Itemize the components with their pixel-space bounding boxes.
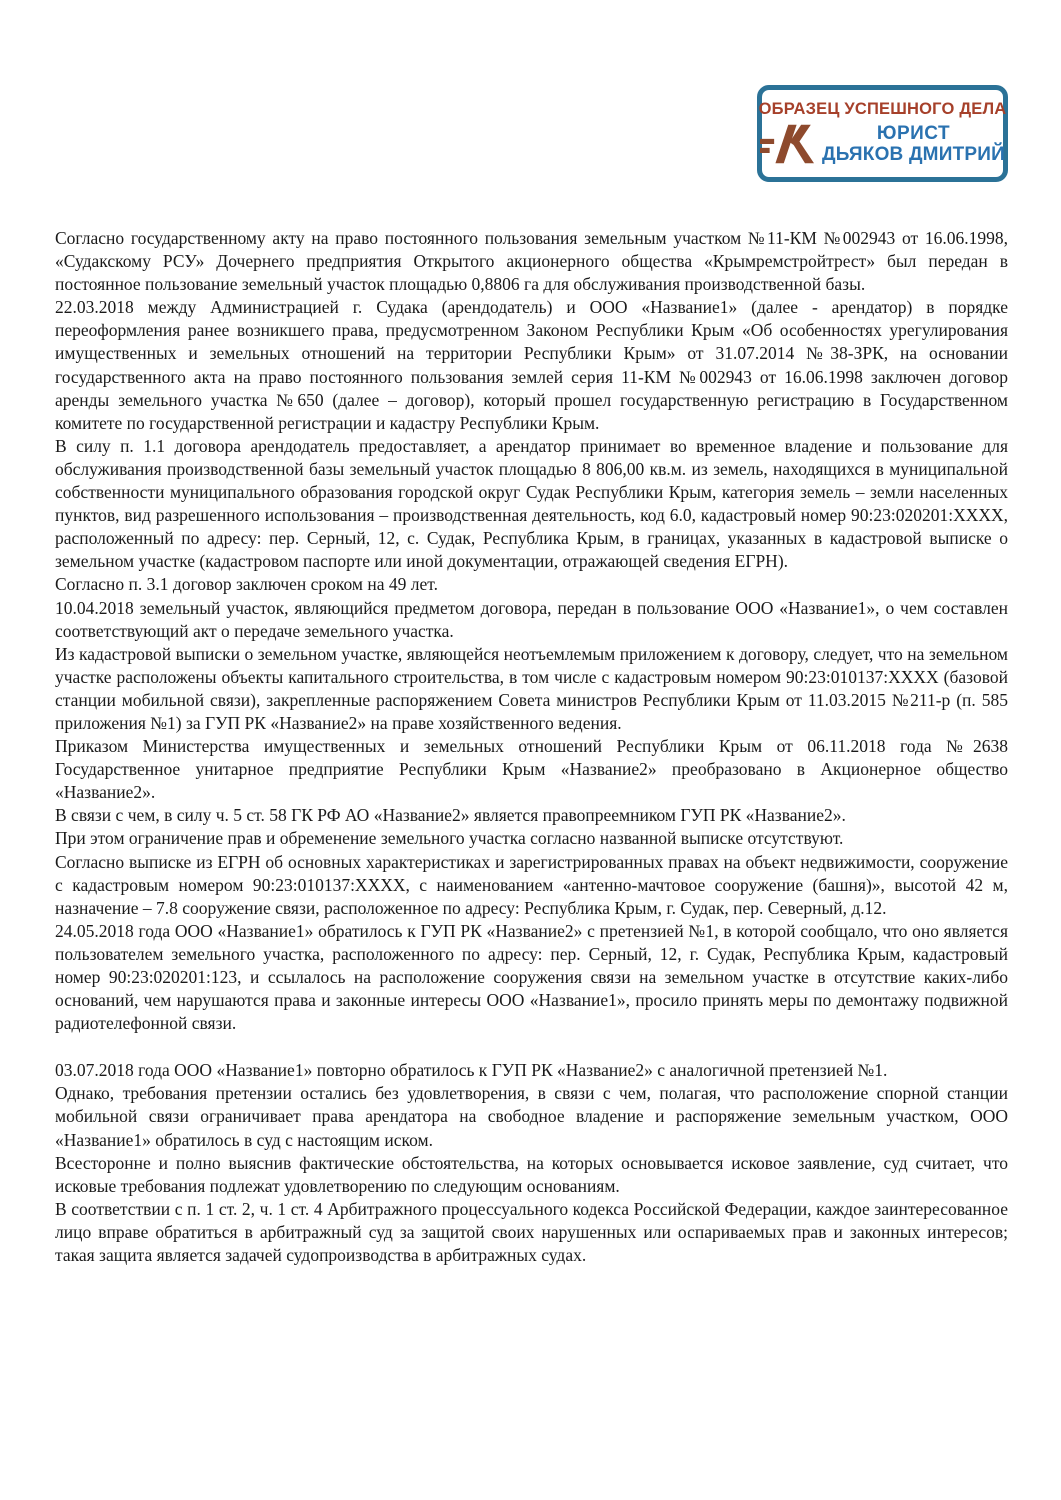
paragraph: При этом ограничение прав и обременение земельного участка согласно названной выписке отсутствуют.	[55, 828, 844, 849]
paragraph: В силу п. 1.1 договора арендодатель предоставляет, а арендатор принимает во временное владение и пользование для обслуживания производственной базы земельный участок площадью 8 806,00 кв.м. из земель, находящихся в муниципальной собственности муниципального образования городской округ Судак Республики Крым, категория земель – земли населенных пунктов, вид разрешенного использования – производственная деятельность, код 6.0, кадастровый номер 90:23:020201:ХХХХ, расположенный по адресу: пер. Серный, 12, с. Судак, Республика Крым, в границах, указанных в кадастровой выписке о земельном участке (кадастровом паспорте или иной документации, отражающей сведения ЕГРН).	[55, 435, 1008, 572]
paragraph: Приказом Министерства имущественных и земельных отношений Республики Крым от 06.11.2018 года №2638 Государственное унитарное предприятие Республики Крым «Название2» преобразовано в Акционерное общество «Название2».	[55, 736, 1008, 803]
paragraph: Согласно государственному акту на право постоянного пользования земельным участком №11-КМ №002943 от 16.06.1998, «Судакскому РСУ» Дочернего предприятия Открытого акционерного общества «Крымремстройтрест» был передан в постоянное пользование земельный участок площадью 0,8806 га для обслуживания производственной базы.	[55, 228, 1008, 295]
paragraph: В связи с чем, в силу ч. 5 ст. 58 ГК РФ АО «Название2» является правопреемником ГУП РК «Название2».	[55, 805, 846, 826]
paragraph: Из кадастровой выписки о земельном участке, являющейся неотъемлемым приложением к договору, следует, что на земельном участке расположены объекты капитального строительства, в том числе с кадастровым номером 90:23:010137:ХХХХ (базовой станции мобильной связи), закрепленные распоряжением Совета министров Республики Крым от 11.03.2015 №211-р (п. 585 приложения №1) за ГУП РК «Название2» на праве хозяйственного ведения.	[55, 643, 1008, 733]
logo-person-name: ДЬЯКОВ ДМИТРИЙ	[822, 144, 1005, 166]
document-body	[55, 227, 1008, 1267]
logo-tagline: ОБРАЗЕЦ УСПЕШНОГО ДЕЛА	[758, 99, 1007, 118]
law-firm-logo	[757, 85, 1008, 182]
paragraph: В соответствии с п. 1 ст. 2, ч. 1 ст. 4 Арбитражного процессуального кодекса Российской Федерации, каждое заинтересованное лицо вправе обратиться в арбитражный суд за защитой своих нарушенных или оспариваемых прав и законных интересов; такая защита является задачей судопроизводства в арбитражных судах.	[55, 1198, 1008, 1266]
paragraph: Однако, требования претензии остались без удовлетворения, в связи с чем, полагая, что расположение спорной станции мобильной связи ограничивает права арендатора на свободное владение и распоряжение земельным участком, ООО «Название1» обратилось в суд с настоящим иском.	[55, 1083, 1008, 1150]
paragraph: 03.07.2018 года ООО «Название1» повторно обратилось к ГУП РК «Название2» с аналогичной претензией №1.	[55, 1060, 888, 1081]
paragraph: 10.04.2018 земельный участок, являющийся предметом договора, передан в пользование ООО «Название1», о чем составлен соответствующий акт о передаче земельного участка.	[55, 597, 1008, 641]
paragraph: Согласно выписке из ЕГРН об основных характеристиках и зарегистрированных правах на объект недвижимости, сооружение с кадастровым номером 90:23:010137:ХХХХ, с наименованием «антенно-мачтовое сооружение (башня)», высотой 42 м, назначение – 7.8 сооружение связи, расположенное по адресу: Республика Крым, г. Судак, пер. Северный, д.12.	[55, 851, 1008, 918]
paragraph: 24.05.2018 года ООО «Название1» обратилось к ГУП РК «Название2» с претензией №1, в которой сообщало, что оно является пользователем земельного участка, расположенного по адресу: пер. Серный, 12, г. Судак, Республика Крым, кадастровый номер 90:23:020201:123, и ссылалось на расположение сооружения связи на земельном участке в отсутствие каких-либо оснований, чем нарушаются права и законные интересы ООО «Название1», просило принять меры по демонтажу подвижной радиотелефонной связи.	[55, 920, 1008, 1034]
logo-mark-icon	[760, 121, 814, 167]
logo-name-block	[822, 123, 1005, 166]
paragraph: Согласно п. 3.1 договор заключен сроком на 49 лет.	[55, 574, 438, 595]
paragraph: 22.03.2018 между Администрацией г. Судака (арендодатель) и ООО «Название1» (далее - арендатор) в порядке переоформления ранее возникшего права, предусмотренном Законом Республики Крым «Об особенностях урегулирования имущественных и земельных отношений на территории Республики Крым» от 31.07.2014 №38-ЗРК, на основании государственного акта на право постоянного пользования землей серия 11-КМ №002943 от 16.06.1998 заключен договор аренды земельного участка №650 (далее – договор), который прошел государственную регистрацию в Государственном комитете по государственной регистрации и кадастру Республики Крым.	[55, 297, 1008, 433]
paragraph: Всесторонне и полно выяснив фактические обстоятельства, на которых основывается исковое заявление, суд считает, что исковые требования подлежат удовлетворению по следующим основаниям.	[55, 1152, 1008, 1196]
logo-profession: ЮРИСТ	[876, 123, 951, 145]
